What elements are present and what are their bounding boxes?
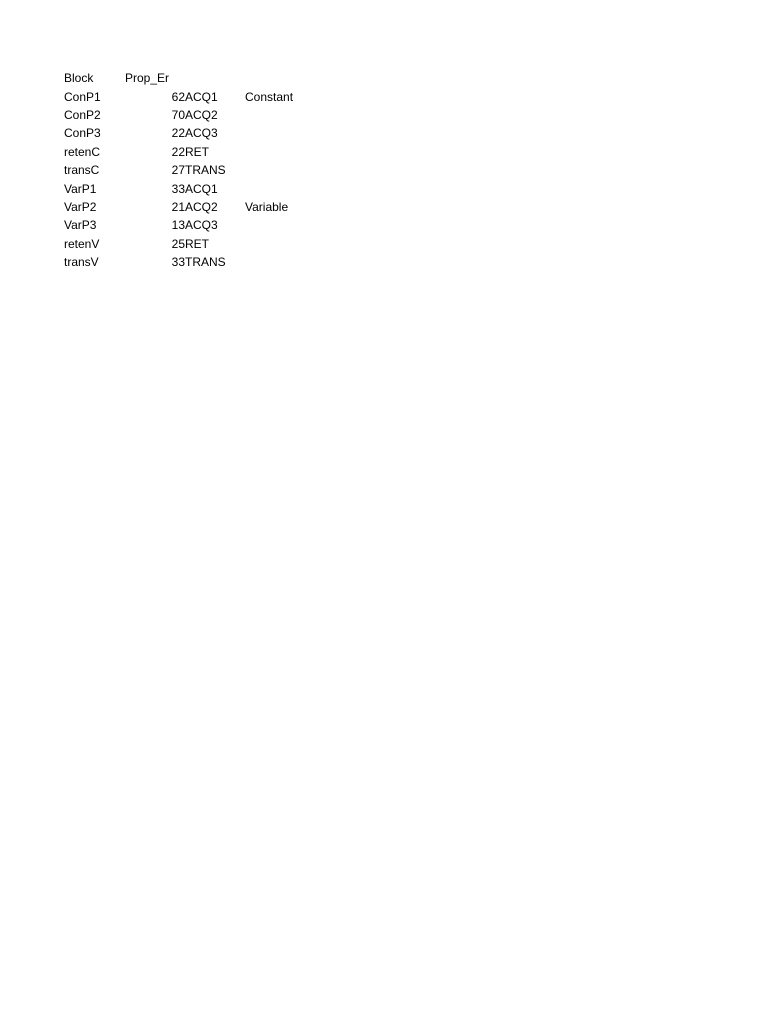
header-prop-er: Prop_Er xyxy=(125,71,170,85)
block-cell: VarP2 xyxy=(64,200,97,214)
header-block: Block xyxy=(64,71,94,85)
table-row xyxy=(0,198,360,216)
phase-cell: ACQ2 xyxy=(185,108,218,122)
block-cell: transC xyxy=(64,163,100,177)
note-cell xyxy=(245,161,325,179)
note-cell xyxy=(245,143,325,161)
block-cell: retenC xyxy=(64,145,101,159)
phase-cell: TRANS xyxy=(185,255,226,269)
phase-cell: ACQ3 xyxy=(185,218,218,232)
table-row xyxy=(0,216,360,234)
prop-er-cell: 22 xyxy=(171,145,185,159)
note-cell xyxy=(245,180,325,198)
note-cell xyxy=(245,106,325,124)
table-row xyxy=(0,88,360,106)
table-row xyxy=(0,143,360,161)
prop-er-cell: 27 xyxy=(171,163,185,177)
phase-cell: RET xyxy=(185,145,209,159)
phase-cell: ACQ1 xyxy=(185,182,218,196)
block-cell: transV xyxy=(64,255,99,269)
note-cell xyxy=(245,124,325,142)
table-row xyxy=(0,180,360,198)
phase-cell: TRANS xyxy=(185,163,226,177)
prop-er-cell: 21 xyxy=(171,200,185,214)
table-row xyxy=(0,161,360,179)
block-cell: VarP3 xyxy=(64,218,97,232)
block-cell: ConP1 xyxy=(64,90,101,104)
table-row xyxy=(0,124,360,142)
block-cell: retenV xyxy=(64,237,100,251)
block-cell: ConP2 xyxy=(64,108,101,122)
prop-er-cell: 22 xyxy=(171,126,185,140)
phase-cell: ACQ3 xyxy=(185,126,218,140)
table-row xyxy=(0,106,360,124)
note-cell xyxy=(245,216,325,234)
block-cell: ConP3 xyxy=(64,126,101,140)
table-row xyxy=(0,235,360,253)
table-row xyxy=(0,253,360,271)
prop-er-cell: 70 xyxy=(171,108,185,122)
prop-er-cell: 33 xyxy=(171,182,185,196)
phase-cell: RET xyxy=(185,237,209,251)
phase-cell: ACQ2 xyxy=(185,200,218,214)
block-cell: VarP1 xyxy=(64,182,97,196)
prop-er-cell: 13 xyxy=(171,218,185,232)
note-cell: Variable xyxy=(245,200,289,214)
note-cell xyxy=(245,235,325,253)
header-row xyxy=(0,69,360,87)
note-cell xyxy=(245,253,325,271)
prop-er-cell: 33 xyxy=(171,255,185,269)
prop-er-cell: 25 xyxy=(171,237,185,251)
phase-cell: ACQ1 xyxy=(185,90,218,104)
note-cell: Constant xyxy=(245,90,294,104)
prop-er-cell: 62 xyxy=(171,90,185,104)
